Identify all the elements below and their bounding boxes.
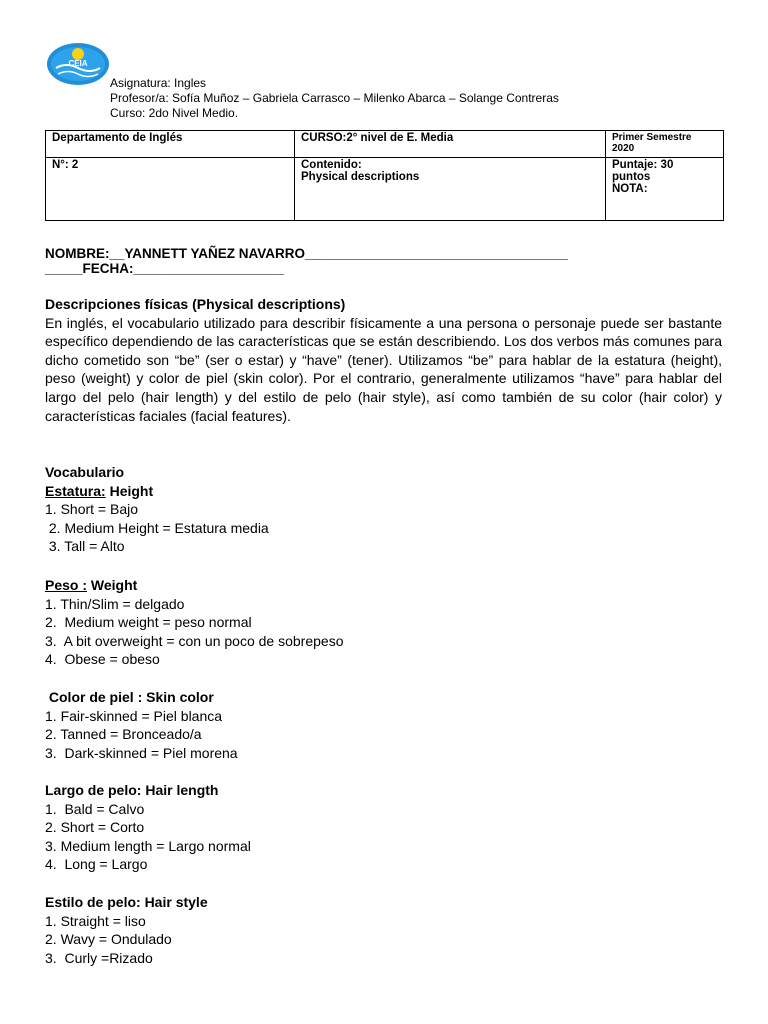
hair-style-heading: Estilo de pelo: Hair style: [45, 894, 208, 910]
skin-heading: Color de piel : Skin color: [45, 689, 214, 705]
contenido-cell: Contenido: Physical descriptions: [295, 158, 606, 221]
list-item: 2. Tanned = Bronceado/a: [45, 726, 202, 743]
list-item: 1. Short = Bajo: [45, 501, 139, 518]
weight-heading: Peso : Weight: [45, 577, 138, 593]
semestre-cell: Primer Semestre 2020: [606, 131, 724, 158]
vocab-height-section: [45, 463, 722, 556]
list-item: 3. Medium length = Largo normal: [45, 837, 251, 854]
vocab-hair-style-section: [45, 893, 722, 967]
vocab-skin-section: [45, 688, 722, 762]
list-item: 3. A bit overweight = con un poco de sobrepeso: [45, 632, 344, 649]
hair-length-heading: Largo de pelo: Hair length: [45, 782, 219, 798]
list-item: 4. Long = Largo: [45, 856, 148, 873]
list-item: 2. Medium weight = peso normal: [45, 614, 252, 631]
ceia-logo: [46, 42, 110, 86]
asignatura: Asignatura: Ingles: [110, 76, 207, 90]
list-item: 1. Bald = Calvo: [45, 800, 145, 817]
departamento-cell: Departamento de Inglés: [46, 131, 295, 158]
curso-cell: CURSO:2° nivel de E. Media: [295, 131, 606, 158]
list-item: 2. Short = Corto: [45, 819, 145, 836]
list-item: 3. Tall = Alto: [45, 538, 125, 555]
list-item: 4. Obese = obeso: [45, 651, 160, 668]
list-item: 2. Medium Height = Estatura media: [45, 519, 269, 536]
curso: Curso: 2do Nivel Medio.: [110, 106, 239, 120]
vocab-weight-section: [45, 576, 722, 669]
profesor: Profesor/a: Sofía Muñoz – Gabriela Carrasco – Milenko Abarca – Solange Contreras: [110, 91, 559, 105]
logo-text: CEIA: [68, 59, 88, 68]
list-item: 3. Curly =Rizado: [45, 949, 153, 966]
vocab-title: Vocabulario: [45, 464, 125, 480]
list-item: 1. Fair-skinned = Piel blanca: [45, 707, 223, 724]
intro-section: [45, 295, 722, 425]
header-info: [110, 76, 559, 121]
info-table: [45, 130, 724, 221]
list-item: 2. Wavy = Ondulado: [45, 931, 172, 948]
puntaje-cell: Puntaje: 30 puntos NOTA:: [606, 158, 724, 221]
list-item: 1. Thin/Slim = delgado: [45, 595, 185, 612]
intro-paragraph: En inglés, el vocabulario utilizado para describir físicamente a una persona o personaje puede ser bastante específico dependiendo de las características que se están describiendo. Los dos verbos más comunes para dicho cometido son “be” (ser o estar) y “have” (tener). Utilizamos “be” para hablar de la estatura (height), peso (weight) y color de piel (skin color). Por el contrario, generalmente utilizamos “have” para hablar del largo del pelo (hair length) y del estilo de pelo (hair style), así como también de su color (hair color) y características faciales (facial features).: [45, 314, 722, 424]
height-heading: Estatura: Height: [45, 482, 154, 499]
list-item: 1. Straight = liso: [45, 912, 146, 929]
fecha-line: _____FECHA:____________________: [45, 261, 284, 276]
intro-title: Descripciones físicas (Physical descriptions): [45, 296, 346, 312]
list-item: 3. Dark-skinned = Piel morena: [45, 744, 238, 761]
nombre-line: NOMBRE:__YANNETT YAÑEZ NAVARRO___________________________________: [45, 246, 568, 261]
numero-cell: N°: 2: [46, 158, 295, 221]
student-fields: [45, 246, 568, 276]
vocab-hair-length-section: [45, 781, 722, 874]
